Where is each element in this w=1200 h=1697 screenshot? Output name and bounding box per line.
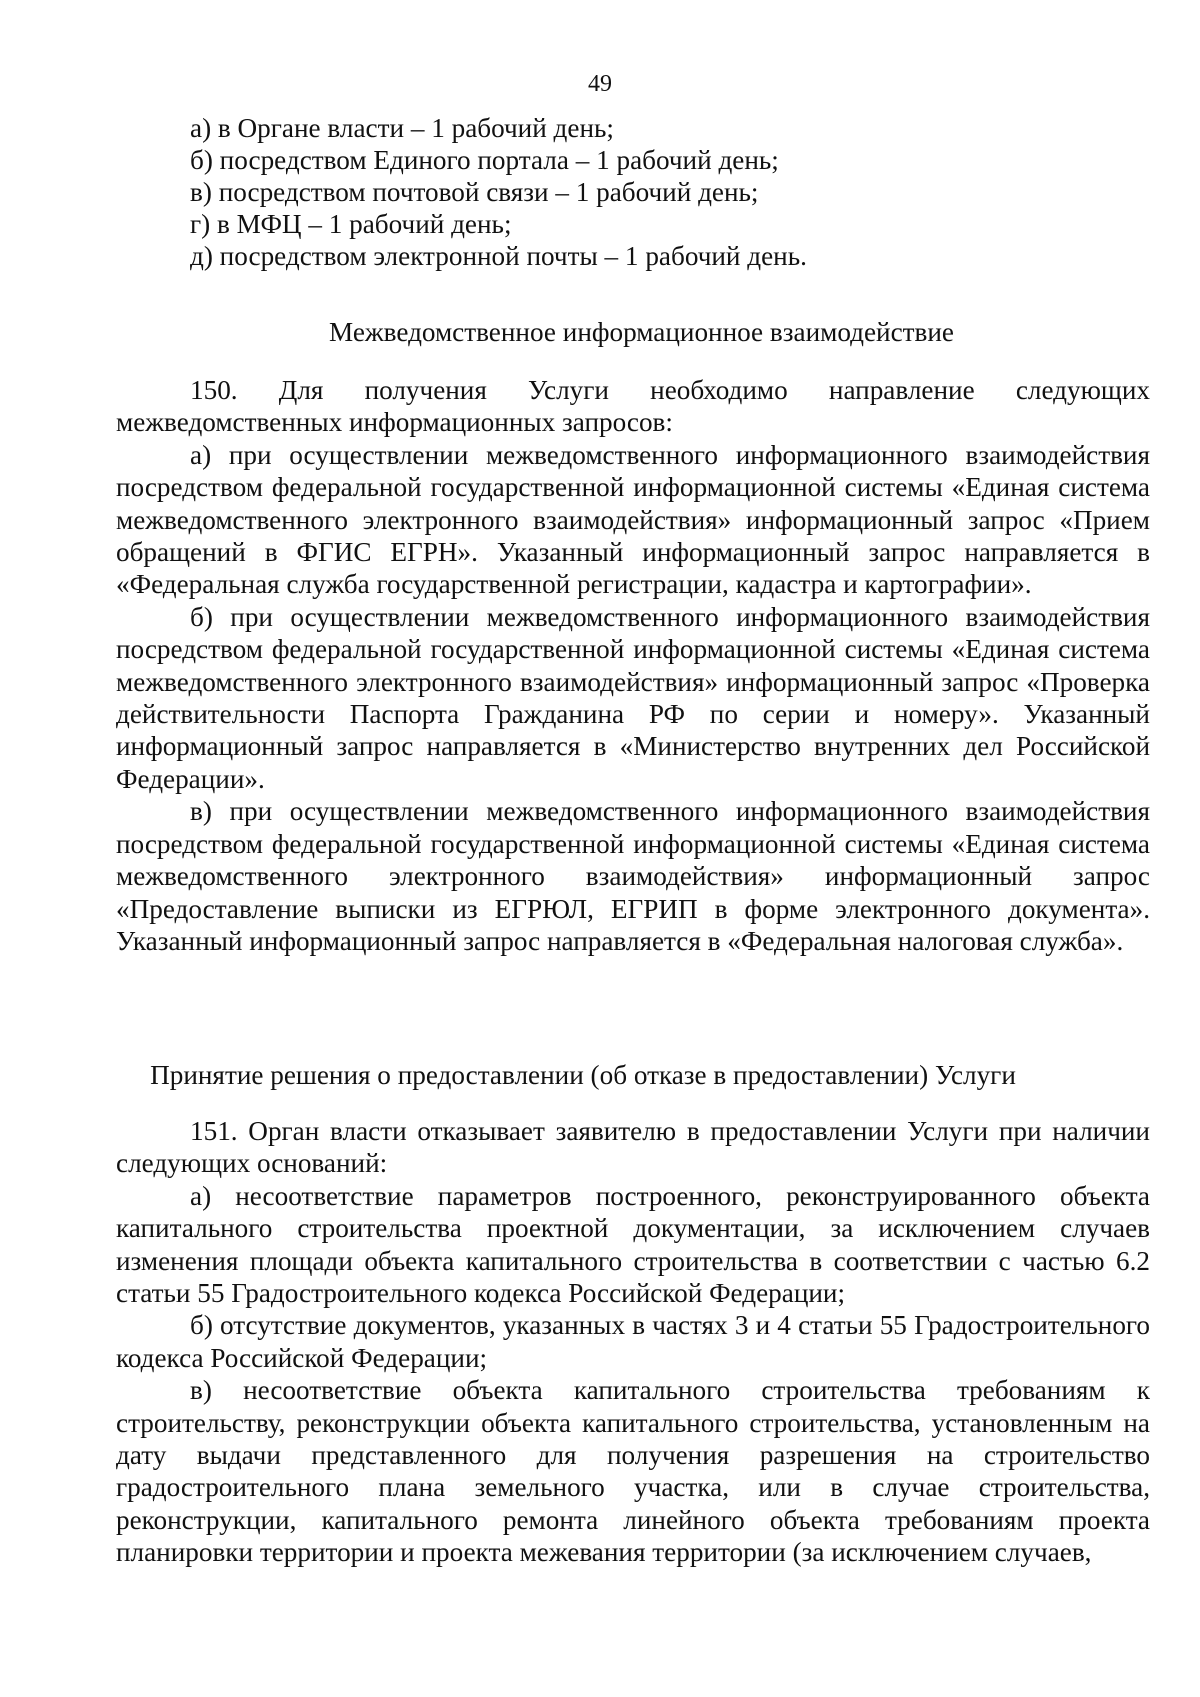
list-item: в) посредством почтовой связи – 1 рабочий день; (190, 177, 759, 207)
list-item: г) в МФЦ – 1 рабочий день; (190, 209, 512, 239)
paragraph: б) отсутствие документов, указанных в частях 3 и 4 статьи 55 Градостроительного кодекса Российской Федерации; (116, 1310, 1150, 1373)
paragraph: а) несоответствие параметров построенного, реконструированного объекта капитального строительства проектной документации, за исключением случаев изменения площади объекта капитального строительства в соответствии с частью 6.2 статьи 55 Градостроительного кодекса Российской Федерации; (116, 1180, 1150, 1309)
paragraph: а) при осуществлении межведомственного информационного взаимодействия посредством федеральной государственной информационной системы «Единая система межведомственного электронного взаимодействия» информационный запрос «Прием обращений в ФГИС ЕГРН». Указанный информационный запрос направляется в «Федеральная служба государственной регистрации, кадастра и картографии». (116, 439, 1150, 600)
list-item: а) в Органе власти – 1 рабочий день; (190, 113, 614, 143)
paragraph: в) несоответствие объекта капитального строительства требованиям к строительству, реконструкции объекта капитального строительства, установленным на дату выдачи представленного для получения разрешения на строительство градостроительного плана земельного участка, или в случае строительства, реконструкции, капитального ремонта линейного объекта требованиям проекта планировки территории и проекта межевания территории (за исключением случаев, (116, 1375, 1150, 1568)
paragraph: 151. Орган власти отказывает заявителю в предоставлении Услуги при наличии следующих оснований: (116, 1116, 1150, 1179)
paragraph: в) при осуществлении межведомственного информационного взаимодействия посредством федеральной государственной информационной системы «Единая система межведомственного электронного взаимодействия» информационный запрос «Предоставление выписки из ЕГРЮЛ, ЕГРИП в форме электронного документа». Указанный информационный запрос направляется в «Федеральная налоговая служба». (116, 796, 1150, 956)
paragraph: б) при осуществлении межведомственного информационного взаимодействия посредством федеральной государственной информационной системы «Единая система межведомственного электронного взаимодействия» информационный запрос «Проверка действительности Паспорта Гражданина РФ по серии и номеру». Указанный информационный запрос направляется в «Министерство внутренних дел Российской Федерации». (116, 601, 1150, 794)
page-number: 49 (588, 71, 612, 97)
list-item: б) посредством Единого портала – 1 рабочий день; (190, 145, 779, 175)
list-item: д) посредством электронной почты – 1 рабочий день. (190, 241, 807, 271)
section-body (116, 1115, 1150, 1569)
section-heading: Межведомственное информационное взаимодействие (329, 317, 954, 347)
section-heading: Принятие решения о предоставлении (об отказе в предоставлении) Услуги (150, 1060, 1016, 1090)
paragraph: 150. Для получения Услуги необходимо направление следующих межведомственных информационных запросов: (116, 375, 1150, 438)
section-body (116, 374, 1150, 957)
